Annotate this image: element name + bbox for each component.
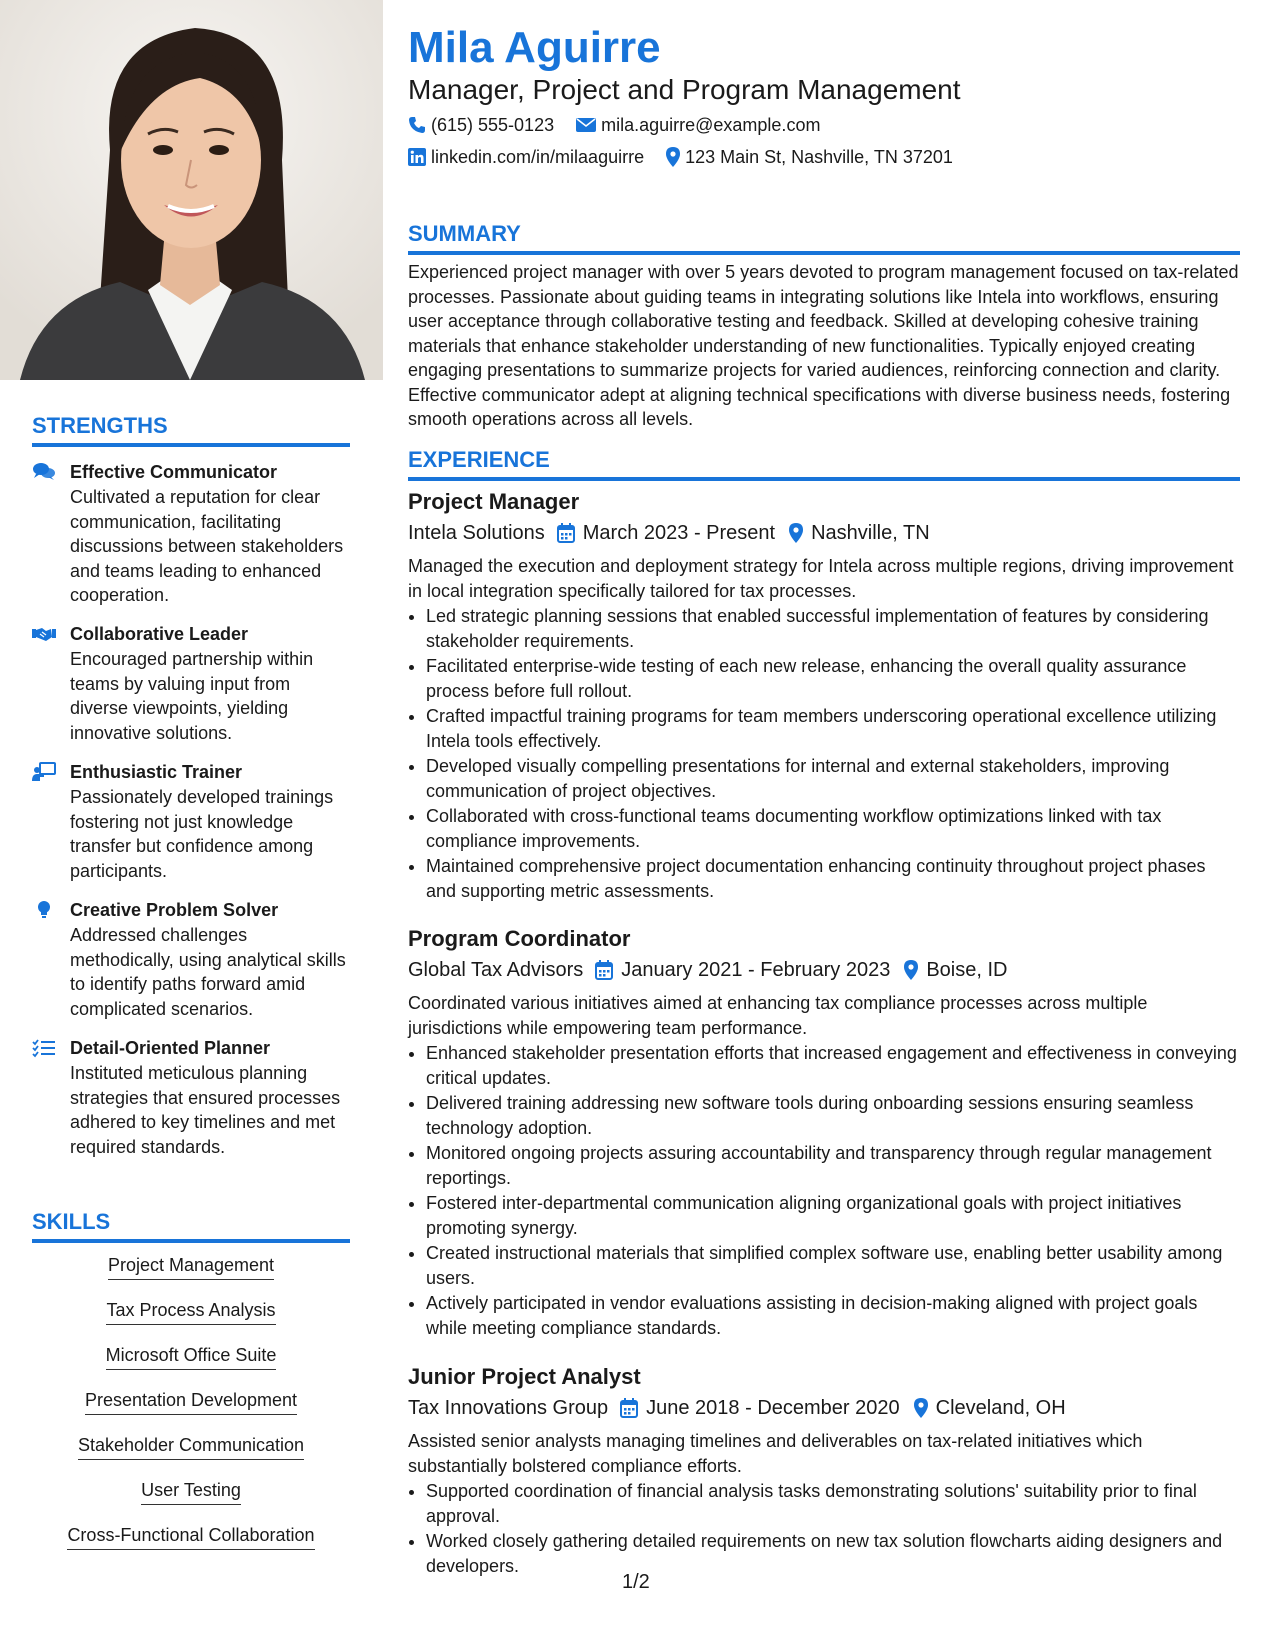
summary-text: Experienced project manager with over 5 years devoted to program management focused on tax-related processes. Passionate about guiding teams in integrating solutions like Intela into workflows, ensuring user acceptance through collaborative testing and feedback. Skilled at developing cohesive training materials that enhance stakeholder understanding of new functionalities. Typically enjoyed creating engaging presentations to summarize projects for varied audiences, reinforcing connection and clarity. Effective communicator adept at aligning technical specifications with diverse business needs, fostering smooth operations across all levels.: [408, 262, 1239, 429]
job-meta: [408, 518, 1240, 548]
job-bullets: [408, 1479, 1240, 1578]
job-meta: [408, 955, 1240, 985]
envelope-icon: [576, 117, 596, 133]
skill-tag: User Testing: [141, 1478, 241, 1505]
job-location: Nashville, TN: [811, 522, 930, 544]
job-bullet: • Crafted impactful training programs for team members underscoring operational excellence utilizing Intela tools effectively.: [426, 704, 1240, 753]
strength-title: Effective Communicator: [70, 462, 278, 482]
strength-description: Passionately developed trainings fostering not just knowledge transfer but confidence among participants.: [70, 787, 334, 881]
job-meta: [408, 1393, 1240, 1423]
strength-description: Cultivated a reputation for clear communication, facilitating discussions between stakeholders and teams leading to enhanced cooperation.: [70, 487, 344, 605]
strength-item: [32, 460, 352, 608]
address-text: 123 Main St, Nashville, TN 37201: [685, 147, 953, 167]
skills-heading: SKILLS: [32, 1208, 350, 1243]
lightbulb-icon: [32, 900, 56, 920]
job-bullet: • Created instructional materials that simplified complex software use, enabling better usability among users.: [426, 1241, 1240, 1290]
skill-tag: Presentation Development: [85, 1388, 297, 1415]
strengths-heading: STRENGTHS: [32, 412, 350, 447]
summary-heading: SUMMARY: [408, 220, 1240, 255]
email-text: mila.aguirre@example.com: [601, 115, 821, 135]
job-bullet: • Delivered training addressing new software tools during onboarding sessions ensuring seamless technology adoption.: [426, 1091, 1240, 1140]
job-bullets: [408, 1041, 1240, 1340]
skills-list: [32, 1253, 350, 1568]
job-dates: January 2021 - February 2023: [621, 959, 891, 981]
job-bullets: [408, 604, 1240, 903]
strength-title: Creative Problem Solver: [70, 900, 279, 920]
job-entry: [408, 1363, 1240, 1579]
job-description: Assisted senior analysts managing timelines and deliverables on tax-related initiatives which substantially bolstered compliance efforts.: [408, 1431, 1143, 1476]
candidate-name: Mila Aguirre: [408, 23, 661, 72]
candidate-title: Manager, Project and Program Management: [408, 74, 961, 105]
calendar-icon: [620, 1398, 638, 1418]
job-company: Global Tax Advisors: [408, 959, 584, 981]
job-bullet: • Worked closely gathering detailed requirements on new tax solution flowcharts aiding designers and developers.: [426, 1529, 1240, 1578]
calendar-icon: [595, 960, 613, 980]
handshake-icon: [32, 624, 56, 644]
skill-tag: Stakeholder Communication: [78, 1433, 304, 1460]
address-contact: [666, 144, 953, 170]
map-pin-icon: [904, 960, 918, 980]
job-bullet: • Collaborated with cross-functional teams documenting workflow optimizations linked with tax compliance improvements.: [426, 804, 1240, 853]
job-entry: [408, 488, 1240, 904]
phone-contact: [408, 112, 554, 138]
job-company: Tax Innovations Group: [408, 1397, 609, 1419]
strength-description: Encouraged partnership within teams by valuing input from diverse viewpoints, yielding innovative solutions.: [70, 649, 314, 743]
job-entry: [408, 925, 1240, 1341]
job-title: Program Coordinator: [408, 926, 631, 951]
strength-item: [32, 1036, 352, 1159]
job-location: Cleveland, OH: [935, 1397, 1066, 1419]
linkedin-icon: [408, 148, 426, 166]
job-bullet: • Enhanced stakeholder presentation efforts that increased engagement and effectiveness in conveying critical updates.: [426, 1041, 1240, 1090]
linkedin-contact[interactable]: [408, 144, 644, 170]
job-title: Junior Project Analyst: [408, 1364, 641, 1389]
job-location: Boise, ID: [926, 959, 1008, 981]
email-contact[interactable]: [576, 112, 820, 138]
skill-tag: Cross-Functional Collaboration: [67, 1523, 314, 1550]
strength-title: Collaborative Leader: [70, 624, 249, 644]
job-company: Intela Solutions: [408, 522, 545, 544]
phone-icon: [408, 116, 426, 134]
job-bullet: • Developed visually compelling presentations for internal and external stakeholders, improving communication of project objectives.: [426, 754, 1240, 803]
job-bullet: • Supported coordination of financial analysis tasks demonstrating solutions' suitability prior to final approval.: [426, 1479, 1240, 1528]
calendar-icon: [557, 523, 575, 543]
job-bullet: • Led strategic planning sessions that enabled successful implementation of features by considering stakeholder requirements.: [426, 604, 1240, 653]
job-dates: June 2018 - December 2020: [646, 1397, 900, 1419]
skill-tag: Project Management: [108, 1253, 274, 1280]
strength-item: [32, 898, 352, 1021]
page-number: 1/2: [622, 1571, 650, 1593]
checklist-icon: [32, 1038, 56, 1058]
linkedin-text: linkedin.com/in/milaaguirre: [431, 147, 645, 167]
job-bullet: • Facilitated enterprise-wide testing of each new release, enhancing the overall quality assurance process before full rollout.: [426, 654, 1240, 703]
profile-photo: [0, 0, 383, 380]
job-title: Project Manager: [408, 489, 580, 514]
strength-title: Detail-Oriented Planner: [70, 1038, 271, 1058]
job-bullet: • Actively participated in vendor evaluations assisting in decision-making aligned with project goals while meeting compliance standards.: [426, 1291, 1240, 1340]
strength-title: Enthusiastic Trainer: [70, 762, 243, 782]
contact-row: [408, 144, 975, 170]
map-pin-icon: [789, 523, 803, 543]
skill-tag: Microsoft Office Suite: [106, 1343, 277, 1370]
sidebar: [0, 0, 383, 1650]
phone-text: (615) 555-0123: [431, 115, 555, 135]
skill-tag: Tax Process Analysis: [106, 1298, 275, 1325]
strength-description: Instituted meticulous planning strategies that ensured processes adhered to key timelines and met required standards.: [70, 1063, 341, 1157]
map-pin-icon: [666, 147, 680, 167]
comments-icon: [32, 462, 56, 482]
job-bullet: • Monitored ongoing projects assuring accountability and transparency through regular management reportings.: [426, 1141, 1240, 1190]
map-pin-icon: [914, 1398, 928, 1418]
strength-item: [32, 622, 352, 745]
job-bullet: • Fostered inter-departmental communication aligning organizational goals with project initiatives promoting synergy.: [426, 1191, 1240, 1240]
job-dates: March 2023 - Present: [582, 522, 776, 544]
job-description: Managed the execution and deployment strategy for Intela across multiple regions, driving improvement in local integration specifically tailored for tax processes.: [408, 556, 1234, 601]
strength-item: [32, 760, 352, 883]
experience-heading: EXPERIENCE: [408, 446, 1240, 481]
job-bullet: • Maintained comprehensive project documentation enhancing continuity throughout project phases and supporting metric assessments.: [426, 854, 1240, 903]
job-description: Coordinated various initiatives aimed at enhancing tax compliance processes across multiple jurisdictions while empowering team performance.: [408, 993, 1148, 1038]
contact-row: [408, 112, 842, 138]
trainer-icon: [32, 762, 56, 782]
strength-description: Addressed challenges methodically, using analytical skills to identify paths forward amid complicated scenarios.: [70, 925, 346, 1019]
